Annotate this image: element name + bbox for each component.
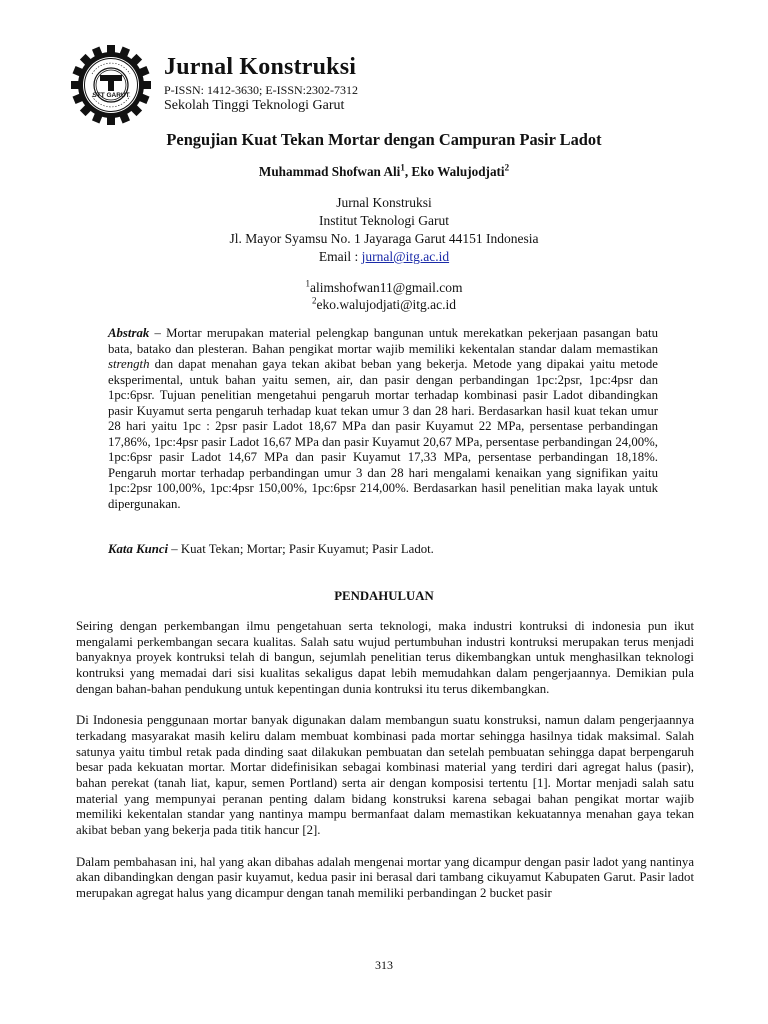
author-email-row [0, 279, 768, 296]
keywords-text: – Kuat Tekan; Mortar; Pasir Kuyamut; Pasir Ladot. [168, 542, 434, 556]
email-affil-mark: 1 [305, 278, 310, 289]
author-name: Muhammad Shofwan Ali [258, 164, 401, 179]
affiliation-block [0, 194, 768, 266]
author-emails [0, 279, 768, 313]
affiliation-address: Jl. Mayor Syamsu No. 1 Jayaraga Garut 44151 Indonesia [229, 231, 539, 246]
affiliation-line: Jurnal Konstruksi [336, 195, 432, 210]
abstract-italic-term: strength [108, 357, 150, 371]
journal-logo [70, 44, 152, 126]
keywords-label: Kata Kunci [108, 542, 169, 556]
body-text [76, 619, 694, 917]
email-affil-mark: 2 [311, 295, 317, 306]
author-name: Eko Walujodjati [411, 164, 505, 179]
author-affil-mark: 2 [504, 162, 510, 173]
abstract-body: dan dapat menahan gaya tekan akibat beban yang bekerja. Metode yang dipakai yaitu metode eksperimental, untuk bahan yaitu semen, air, dan pasir dengan perbandingan 1pc:2psr, 1pc:4psr dan 1pc:6psr. Tujuan penelitian mengetahui pengaruh mortar terhadap kombinasi pasir Ladot dibandingkan pasir Kuyamut serta pengaruh terhadap kuat tekan umur 3 dan 28 hari. Berdasarkan hasil kuat tekan umur 28 hari yaitu 1pc : 2psr pasir Ladot 18,67 MPa dan pasir Kuyamut 22 MPa, persentase perbandingan 17,86%, 1pc:4psr pasir Ladot 16,67 MPa dan pasir Kuyamut 20,67 MPa, persentase perbandingan 24,00%, 1pc:6psr pasir Ladot 14,67 MPa dan pasir Kuyamut 17,33 MPa, persentase perbandingan 18,18%. Pengaruh mortar terhadap perbandingan umur 3 dan 28 hari mengalami kenaikan yang signifikan yaitu 1pc:2psr 100,00%, 1pc:4psr 150,00%, 1pc:6psr 214,00%. Berdasarkan hasil penelitian maka layak untuk dipergunakan. [108, 357, 658, 511]
email-label: Email : [318, 249, 362, 264]
abstract-label: Abstrak [108, 326, 150, 340]
affiliation-email-row [0, 248, 768, 266]
body-paragraph: Seiring dengan perkembangan ilmu pengetahuan serta teknologi, maka industri kontruksi di indonesia pun ikut mengalami perkembangan secara kualitas. Salah satu wujud pertumbuhan industri kontruksi merupakan terus menjadi banyaknya proyek kontruksi telah di bangun, sejumlah penelitian terus dikembangkan untuk menghasilkan teknologi kontruksi yang memadai dari sisi kualitas sekaligus dapat lebih memudahkan dalam pengerjaannya. Demikian pula dengan bahan-bahan pendukung untuk kepentingan dunia kontruksi itu terus dikembangkan. [76, 619, 694, 696]
body-paragraph: Dalam pembahasan ini, hal yang akan dibahas adalah mengenai mortar yang dicampur dengan pasir ladot yang nantinya akan dibandingkan dengan pasir kuyamut, kedua pasir ini berasal dari tambang cikuyamut Kabupaten Garut. Pasir ladot merupakan agregat halus yang dicampur dengan tanah memiliki perbandingan 2 bucket pasir [76, 854, 694, 900]
author-email-row [0, 296, 768, 313]
section-heading: PENDAHULUAN [334, 589, 434, 603]
journal-issn: P-ISSN: 1412-3630; E-ISSN:2302-7312 [164, 83, 359, 97]
author-email: eko.walujodjati@itg.ac.id [316, 297, 457, 312]
page-number: 313 [375, 958, 393, 972]
author-separator: , [404, 164, 412, 179]
abstract-body: Mortar merupakan material pelengkap bangunan untuk merekatkan pekerjaan pasangan batu bata, batako dan plesteran. Bahan pengikat mortar wajib memiliki kekentalan standar dalam memastikan [108, 326, 658, 356]
abstract-dash: – [149, 326, 167, 340]
paper-title: Pengujian Kuat Tekan Mortar dengan Campuran Pasir Ladot [166, 130, 602, 149]
author-line [0, 164, 768, 180]
affiliation-line: Institut Teknologi Garut [318, 213, 450, 228]
abstract-text [108, 326, 658, 512]
keywords [108, 542, 668, 558]
abstract [108, 326, 658, 512]
logo-label: STT GARUT [92, 92, 130, 99]
author-affil-mark: 1 [400, 162, 405, 173]
author-email: alimshofwan11@gmail.com [309, 280, 463, 295]
body-paragraph: Di Indonesia penggunaan mortar banyak digunakan dalam membangun suatu konstruksi, namun dalam pengerjaannya terkadang masyarakat masih keliru dalam membuat kombinasi pada mortar sehingga hasilnya tidak maksimal. Salah satunya yaitu timbul retak pada dinding saat dilakukan pembuatan dan setelah pembuatan sehingga dapat berpengaruh besar pada kekuatan mortar. Mortar didefinisikan sebagai kombinasi material yang terdiri dari agregat halus (pasir), bahan perekat (tanah liat, kapur, semen Portland) serta air dengan komposisi tertentu [1]. Mortar menjadi salah satu material yang mempunyai peranan penting dalam bidang konstruksi karena sebagai bahan pengikat mortar wajib memiliki kekentalan standar yang nantinya mampu bermanfaat dalam memastikan kekuatannya menahan gaya tekan akibat beban yang bekerja pada titik hancur [2]. [76, 713, 694, 838]
journal-heading-block [164, 54, 424, 114]
journal-institution: Sekolah Tinggi Teknologi Garut [164, 98, 345, 113]
journal-email-link[interactable]: jurnal@itg.ac.id [361, 249, 450, 264]
journal-name: Jurnal Konstruksi [164, 54, 357, 80]
